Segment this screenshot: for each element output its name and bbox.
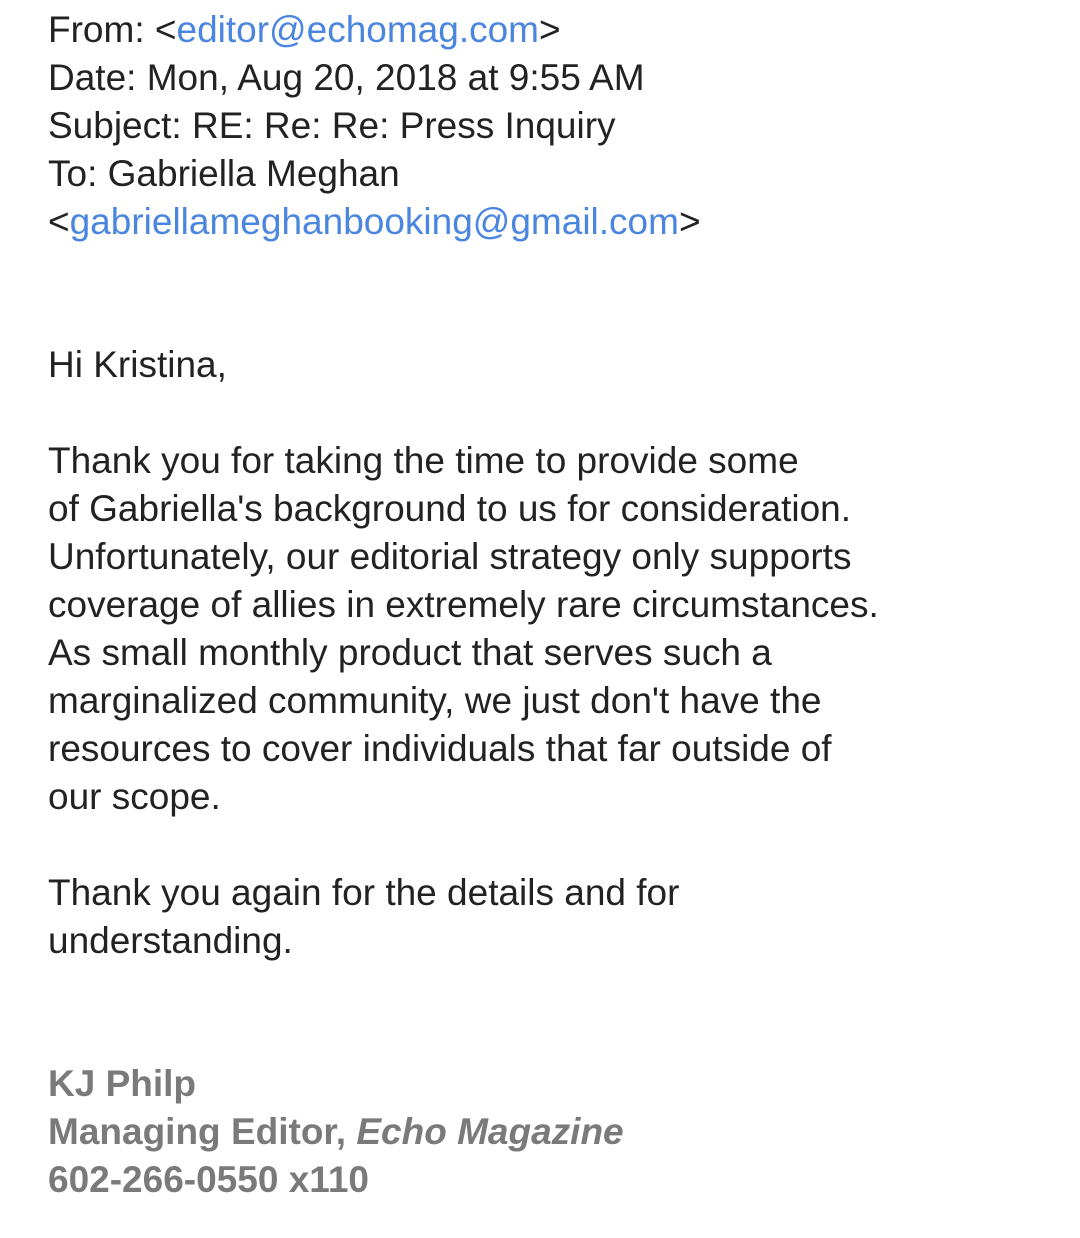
to-email-link[interactable]: gabriellameghanbooking@gmail.com — [69, 201, 679, 242]
signature-name: KJ Philp — [48, 1063, 197, 1104]
from-line: From: <editor@echomag.com> — [48, 9, 561, 50]
subject-line: Subject: RE: Re: Re: Press Inquiry — [48, 105, 616, 146]
from-label: From: — [48, 9, 155, 50]
paragraph-1 — [48, 437, 1048, 821]
to-line: To: Gabriella Meghan — [48, 153, 400, 194]
email-header — [48, 6, 701, 246]
signature-phone: 602-266-0550 x110 — [48, 1159, 369, 1200]
paragraph-line: As small monthly product that serves such a — [48, 632, 772, 673]
paragraph-line: Thank you for taking the time to provide some — [48, 440, 799, 481]
paragraph-line: marginalized community, we just don't have the — [48, 680, 822, 721]
to-address-line: <gabriellameghanbooking@gmail.com> — [48, 201, 701, 242]
paragraph-line: our scope. — [48, 776, 221, 817]
signature-title — [48, 1108, 624, 1156]
paragraph-2 — [48, 869, 1048, 965]
paragraph-line: understanding. — [48, 920, 293, 961]
paragraph-line: of Gabriella's background to us for consideration. — [48, 488, 852, 529]
signature-title-prefix: Managing Editor, — [48, 1111, 357, 1152]
paragraph-line: coverage of allies in extremely rare circumstances. — [48, 584, 879, 625]
paragraph-line: Unfortunately, our editorial strategy only supports — [48, 536, 852, 577]
greeting: Hi Kristina, — [48, 344, 227, 385]
paragraph-line: Thank you again for the details and for — [48, 872, 680, 913]
paragraph-line: resources to cover individuals that far outside of — [48, 728, 832, 769]
from-email-link[interactable]: editor@echomag.com — [176, 9, 540, 50]
email-body — [48, 341, 1048, 965]
signature-publication: Echo Magazine — [356, 1111, 624, 1152]
email-signature — [48, 1060, 624, 1204]
date-line: Date: Mon, Aug 20, 2018 at 9:55 AM — [48, 57, 645, 98]
